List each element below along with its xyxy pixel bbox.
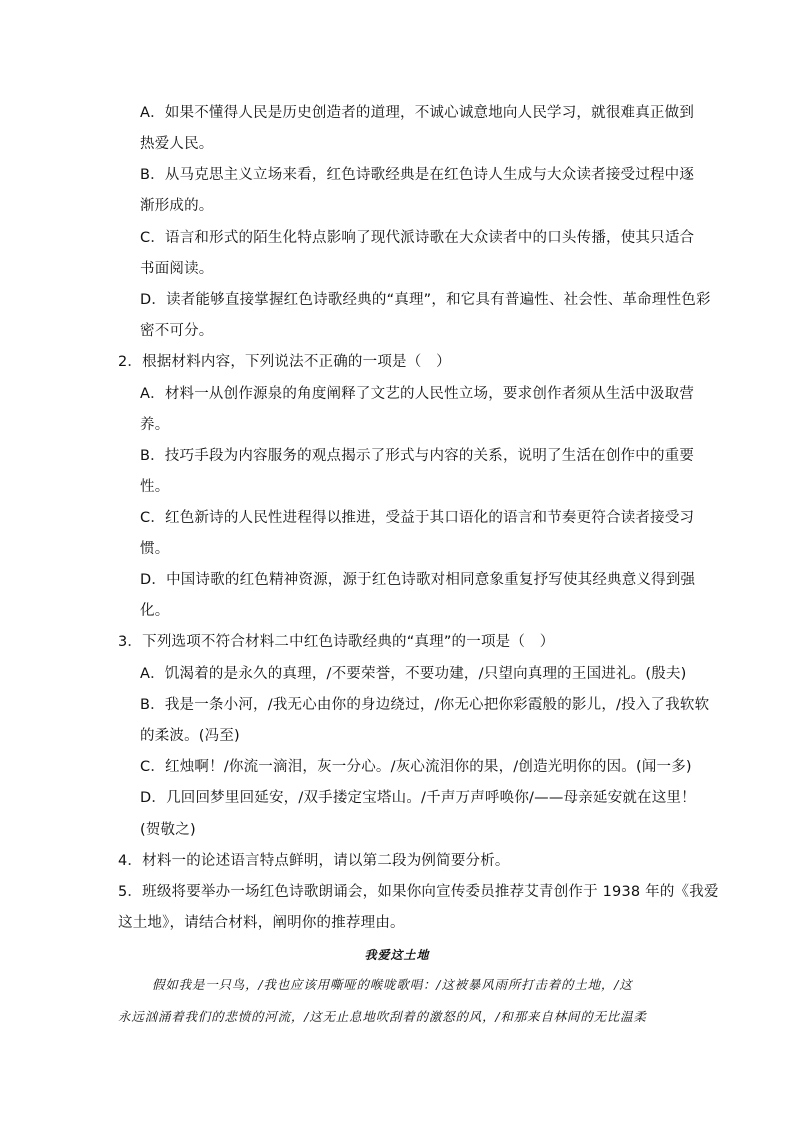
q2-option-d-line1: D．中国诗歌的红色精神资源，源于红色诗歌对相同意象重复抒写使其经典意义得到强 [140, 572, 696, 588]
q4-stem: 4．材料一的论述语言特点鲜明，请以第二段为例简要分析。 [118, 853, 510, 869]
q1-option-c-line1: C．语言和形式的陌生化特点影响了现代派诗歌在大众读者中的口头传播，使其只适合 [140, 230, 695, 246]
q2-option-a-line1: A．材料一从创作源泉的角度阐释了文艺的人民性立场，要求创作者须从生活中汲取营 [140, 386, 695, 402]
q2-option-c-line1: C．红色新诗的人民性进程得以推进，受益于其口语化的语言和节奏更符合读者接受习 [140, 510, 695, 526]
q1-option-b-line1: B．从马克思主义立场来看，红色诗歌经典是在红色诗人生成与大众读者接受过程中逐 [140, 167, 695, 183]
q2-option-b-line1: B．技巧手段为内容服务的观点揭示了形式与内容的关系，说明了生活在创作中的重要 [140, 448, 695, 464]
q3-option-a: A．饥渴着的是永久的真理，/不要荣誉，不要功建，/只望向真理的王国进礼。(殷夫) [140, 666, 687, 682]
q2-stem: 2．根据材料内容，下列说法不正确的一项是（ ） [118, 354, 451, 370]
q2-option-d-line2: 化。 [140, 603, 170, 619]
q3-option-d-line1: D．几回回梦里回延安，/双手搂定宝塔山。/千声万声呼唤你/——母亲延安就在这里！ [140, 790, 696, 806]
poem-title: 我爱这土地 [364, 948, 430, 962]
q2-option-a-line2: 养。 [140, 417, 170, 433]
q3-option-b-line1: B．我是一条小河，/我无心由你的身边绕过，/你无心把你彩霞般的影儿，/投入了我软软 [140, 697, 710, 713]
q5-stem-line1: 5．班级将要举办一场红色诗歌朗诵会，如果你向宣传委员推荐艾青创作于 1938 年的《我爱 [118, 884, 719, 900]
q1-option-b-line2: 渐形成的。 [140, 198, 214, 214]
q1-option-c-line2: 书面阅读。 [140, 261, 214, 277]
q5-stem-line2: 这土地》，请结合材料，阐明你的推荐理由。 [118, 915, 405, 931]
q1-option-d-line2: 密不可分。 [140, 323, 214, 339]
poem-line2: 永远汹涌着我们的悲愤的河流，/这无止息地吹刮着的激怒的风，/和那来自林间的无比温柔 [118, 1009, 647, 1024]
q3-stem: 3．下列选项不符合材料二中红色诗歌经典的“真理”的一项是（ ） [118, 634, 555, 650]
q3-option-d-line2: (贺敬之) [140, 822, 196, 838]
q1-option-a-line2: 热爱人民。 [140, 136, 214, 152]
poem-line1: 假如我是一只鸟，/我也应该用嘶哑的喉咙歌唱：/这被暴风雨所打击着的土地，/这 [152, 977, 633, 992]
q3-option-c: C．红烛啊！/你流一滴泪，灰一分心。/灰心流泪你的果，/创造光明你的因。(闻一多) [140, 759, 692, 775]
q2-option-c-line2: 惯。 [140, 541, 170, 557]
q1-option-a-line1: A．如果不懂得人民是历史创造者的道理，不诚心诚意地向人民学习，就很难真正做到 [140, 105, 695, 121]
q1-option-d-line1: D．读者能够直接掌握红色诗歌经典的“真理”，和它具有普遍性、社会性、革命理性色彩 [140, 292, 711, 308]
q3-option-b-line2: 的柔波。(冯至) [140, 728, 240, 744]
q2-option-b-line2: 性。 [140, 479, 170, 495]
